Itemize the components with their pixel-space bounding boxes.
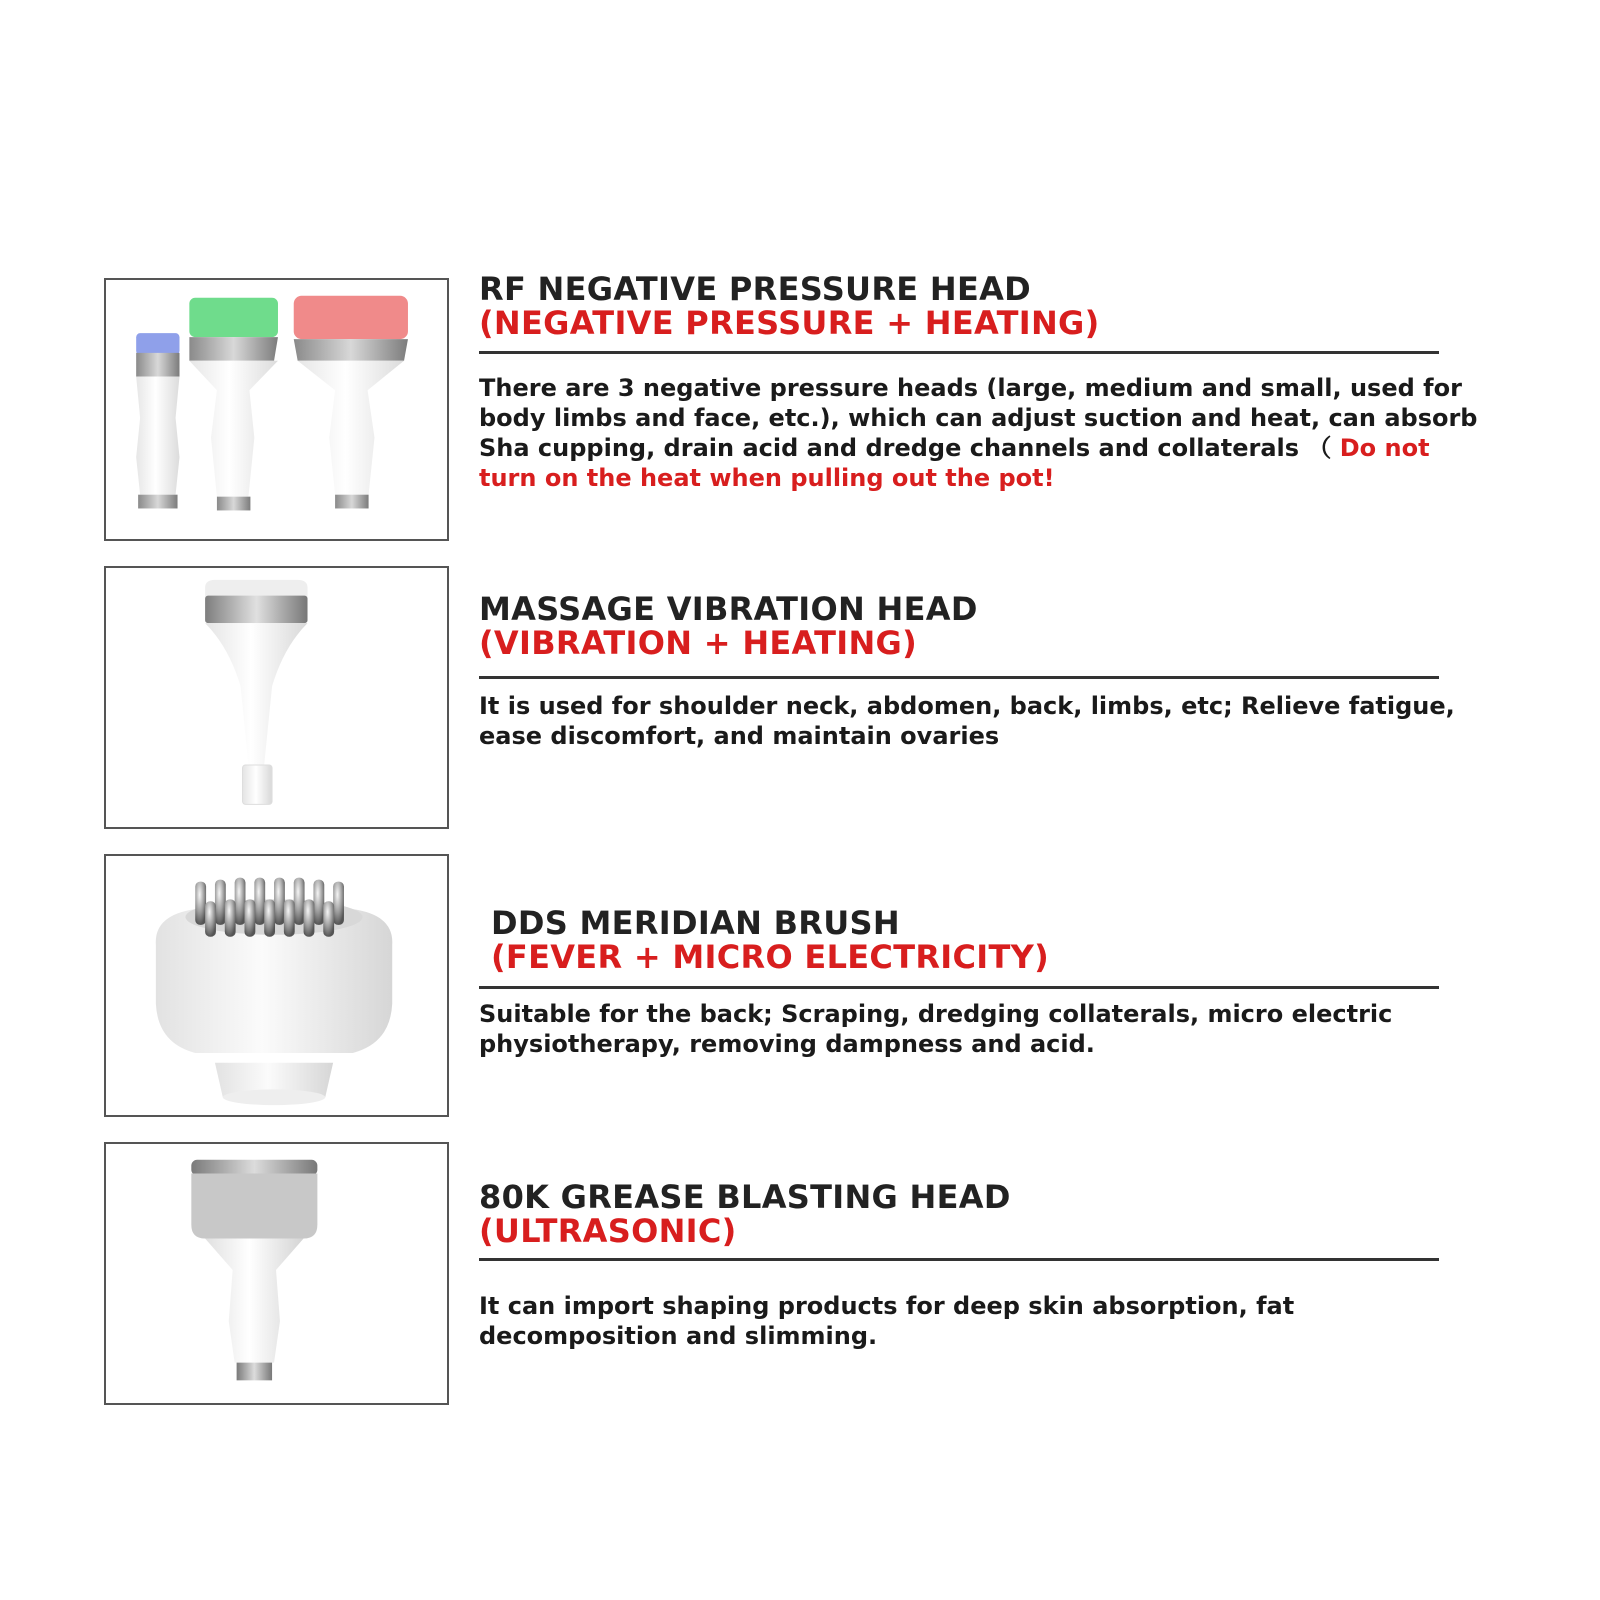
small-blue-head [136,333,179,508]
large-pink-head [294,296,408,509]
divider [479,676,1439,679]
description-text: It can import shaping products for deep skin absorption, fat decomposition and slimming. [479,1292,1295,1350]
ultrasonic-head-illustration [106,1144,447,1403]
item-title: DDS MERIDIAN BRUSH [491,904,900,942]
ultrasonic-head [191,1160,317,1381]
description-text: Suitable for the back; Scraping, dredging collaterals, micro electric physiotherapy, removing dampness and acid. [479,1000,1393,1058]
rf-heads-image [104,278,449,541]
rf-heads-illustration [106,280,447,539]
item-dds-meridian-brush [479,906,1479,1059]
item-title: 80K GREASE BLASTING HEAD [479,1178,1011,1216]
item-description [479,999,1479,1059]
meridian-brush-image [104,854,449,1117]
item-subtitle: (ULTRASONIC) [479,1212,737,1250]
meridian-brush-illustration [106,856,447,1115]
vibration-head-image [104,566,449,829]
item-subtitle: (FEVER + MICRO ELECTRICITY) [491,938,1050,976]
divider [479,1258,1439,1261]
divider [479,351,1439,354]
meridian-brush [156,878,393,1105]
item-subtitle: (NEGATIVE PRESSURE + HEATING) [479,304,1100,342]
item-title: MASSAGE VIBRATION HEAD [479,590,978,628]
vibration-head-illustration [106,568,447,827]
description-text: It is used for shoulder neck, abdomen, back, limbs, etc; Relieve fatigue, ease discomfort, and maintain ovaries [479,692,1455,750]
item-rf-negative-pressure [479,272,1479,493]
divider [479,986,1439,989]
medium-green-head [189,298,278,511]
ultrasonic-head-image [104,1142,449,1405]
vibration-head [205,580,307,805]
item-subtitle: (VIBRATION + HEATING) [479,624,918,662]
item-description [479,373,1479,493]
description-text: There are 3 negative pressure heads (large, medium and small, used for body limbs and face, etc.), which can adjust suction and heat, can absorb Sha cupping, drain acid and dredge channels and collaterals （ [479,374,1478,462]
item-title: RF NEGATIVE PRESSURE HEAD [479,270,1032,308]
item-description [479,1291,1479,1351]
item-description [479,691,1479,751]
warning-text: Do not turn on the heat when pulling out the pot! [479,434,1430,492]
item-massage-vibration [479,592,1479,751]
item-80k-grease-blasting [479,1180,1479,1351]
